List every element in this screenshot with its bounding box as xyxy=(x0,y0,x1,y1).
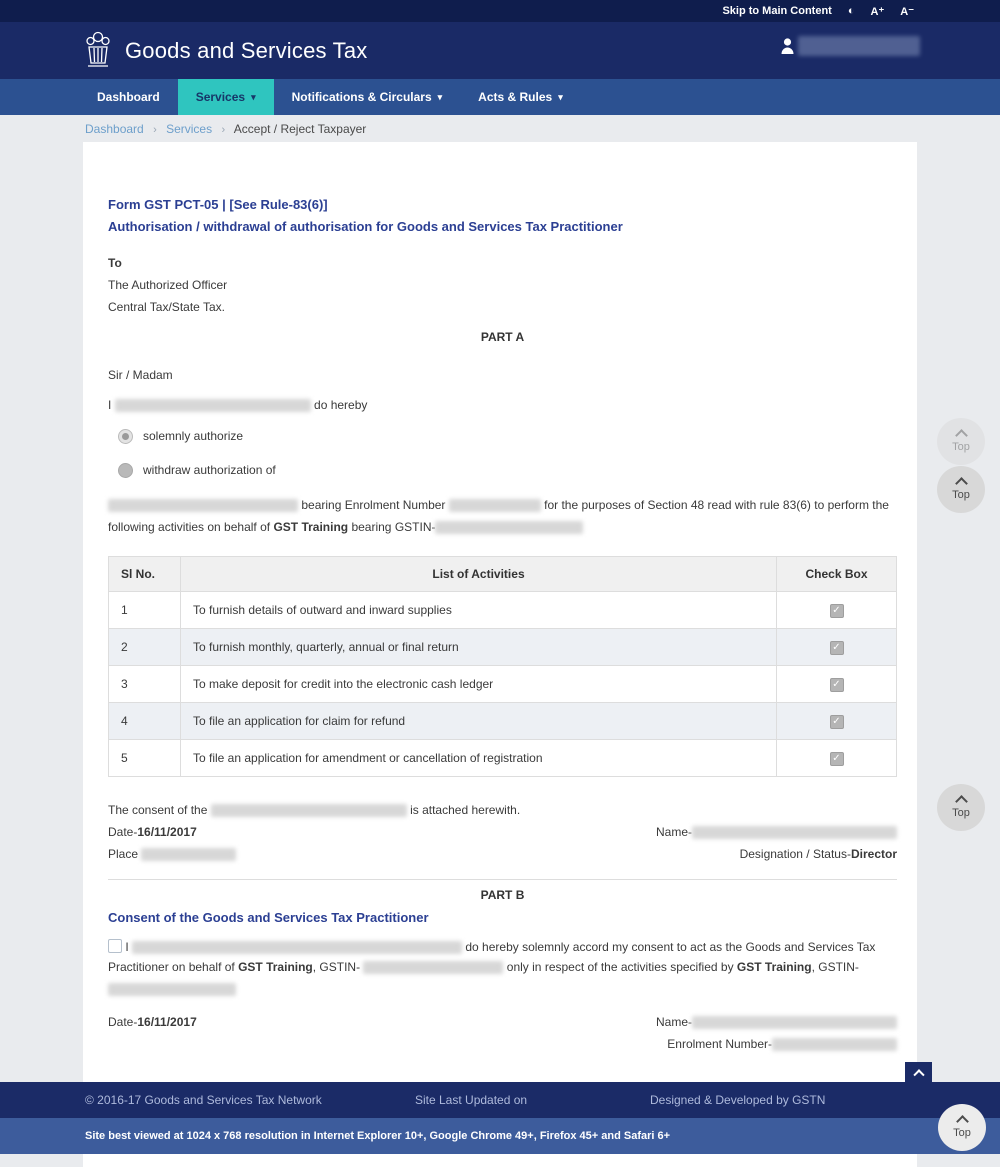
nav-notifications-circulars[interactable]: Notifications & Circulars ▾ xyxy=(291,90,443,104)
authorizer-name-redacted xyxy=(692,826,897,839)
nav-services[interactable]: Services ▾ xyxy=(178,79,274,115)
breadcrumb xyxy=(0,115,1000,142)
practitioner-consent-paragraph: I do hereby solemnly accord my consent to act as the Goods and Services Tax Practitioner on behalf of GST Training, GSTIN- only in respect of the activities specified by GST Training, GSTIN- xyxy=(108,937,897,997)
radio-solemnly-authorize[interactable]: solemnly authorize xyxy=(118,426,897,446)
scroll-top-button[interactable]: Top xyxy=(938,1104,986,1151)
date-value: 16/11/2017 xyxy=(137,825,197,839)
user-icon xyxy=(781,38,794,54)
table-row: 4 To file an application for claim for refund ✓ xyxy=(109,703,897,740)
addressee-officer: The Authorized Officer xyxy=(108,278,228,292)
scroll-top-button[interactable]: Top xyxy=(937,418,985,465)
font-increase-button[interactable]: A⁺ xyxy=(870,5,885,18)
chevron-up-icon xyxy=(913,1069,924,1080)
chevron-up-icon xyxy=(955,429,968,442)
chevron-down-icon: ▾ xyxy=(558,91,563,102)
enrolment-number-redacted xyxy=(772,1038,897,1051)
chevron-down-icon: ▾ xyxy=(437,91,443,102)
radio-unselected-icon[interactable] xyxy=(118,463,133,478)
breadcrumb-current: Accept / Reject Taxpayer xyxy=(233,122,367,136)
chevron-up-icon xyxy=(955,477,968,490)
col-check-box: Check Box xyxy=(777,557,897,592)
gstin-redacted xyxy=(363,961,503,974)
contrast-icon[interactable]: ◐ xyxy=(847,5,855,17)
checkbox-checked-icon[interactable]: ✓ xyxy=(830,678,844,692)
date-value: 16/11/2017 xyxy=(137,1015,197,1029)
place-designation-row xyxy=(108,843,897,865)
footer-viewport-note-bar xyxy=(0,1118,1000,1154)
breadcrumb-services[interactable]: Services xyxy=(166,122,213,136)
gstin-redacted xyxy=(108,983,236,996)
viewport-note: Site best viewed at 1024 x 768 resolution in Internet Explorer 10+, Google Chrome 49+, Firefox 45+ and Safari 6+ xyxy=(85,1130,671,1142)
accessibility-bar xyxy=(0,0,1000,22)
to-label: To xyxy=(108,256,122,270)
enrolment-number-redacted xyxy=(449,499,541,512)
authorization-paragraph: bearing Enrolment Number for the purposes of Section 48 read with rule 83(6) to perform the following activities on behalf of GST Training bearing GSTIN- xyxy=(108,498,889,534)
table-row: 2 To furnish monthly, quarterly, annual or final return ✓ xyxy=(109,629,897,666)
table-row: 3 To make deposit for credit into the electronic cash ledger ✓ xyxy=(109,666,897,703)
consent-entity-redacted xyxy=(211,804,407,817)
name-label: Name- xyxy=(655,825,692,839)
footer xyxy=(0,1082,1000,1118)
declaration-line: I do hereby xyxy=(108,398,368,412)
skip-to-main-link[interactable]: Skip to Main Content xyxy=(722,5,832,17)
name-label: Name- xyxy=(655,1015,692,1029)
main-nav xyxy=(0,79,1000,115)
addressee-tax: Central Tax/State Tax. xyxy=(108,300,225,314)
part-a-heading: PART A xyxy=(480,330,525,344)
checkbox-checked-icon[interactable]: ✓ xyxy=(830,604,844,618)
gstin-redacted xyxy=(435,521,583,534)
consent-checkbox[interactable] xyxy=(108,939,122,953)
section-divider xyxy=(108,879,897,880)
nav-acts-rules[interactable]: Acts & Rules ▾ xyxy=(478,90,563,104)
practitioner-name-redacted xyxy=(692,1016,897,1029)
col-sl-no: Sl No. xyxy=(109,557,181,592)
place-label: Place xyxy=(108,847,139,861)
font-decrease-button[interactable]: A⁻ xyxy=(900,5,914,18)
chevron-up-icon xyxy=(956,1115,969,1128)
designation-label: Designation / Status- xyxy=(739,847,851,861)
declarant-name-redacted xyxy=(115,399,311,412)
scroll-top-button[interactable]: Top xyxy=(937,784,985,831)
col-activities: List of Activities xyxy=(181,557,777,592)
breadcrumb-separator: › xyxy=(153,124,157,136)
table-row: 5 To file an application for amendment or cancellation of registration ✓ xyxy=(109,740,897,777)
breadcrumb-separator: › xyxy=(221,124,226,136)
radio-selected-icon[interactable] xyxy=(118,429,133,444)
salutation: Sir / Madam xyxy=(108,368,173,382)
place-redacted xyxy=(141,848,236,861)
username-redacted xyxy=(798,36,920,56)
form-card xyxy=(83,142,917,1167)
practitioner-name-redacted xyxy=(132,941,462,954)
collapse-footer-button[interactable] xyxy=(905,1062,932,1082)
chevron-up-icon xyxy=(955,795,968,808)
designation-value: Director xyxy=(850,847,897,861)
partb-date-name-row xyxy=(108,1011,897,1033)
date-label: Date- xyxy=(108,825,138,839)
consent-attached-line: The consent of the is attached herewith. xyxy=(108,803,521,817)
app-header xyxy=(0,22,1000,79)
radio-withdraw-authorization[interactable]: withdraw authorization of xyxy=(118,460,897,480)
part-b-title: Consent of the Goods and Services Tax Practitioner xyxy=(108,910,429,925)
checkbox-checked-icon[interactable]: ✓ xyxy=(830,715,844,729)
part-b-heading: PART B xyxy=(480,888,525,902)
footer-last-updated: Site Last Updated on xyxy=(415,1093,528,1107)
scroll-top-button[interactable]: Top xyxy=(937,466,985,513)
checkbox-checked-icon[interactable]: ✓ xyxy=(830,752,844,766)
page-title: Goods and Services Tax xyxy=(125,37,368,63)
partb-enrolment-row xyxy=(108,1033,897,1055)
activities-table xyxy=(108,556,897,777)
form-subtitle: Authorisation / withdrawal of authorisation for Goods and Services Tax Practitioner xyxy=(108,219,623,234)
table-row: 1 To furnish details of outward and inward supplies ✓ xyxy=(109,592,897,629)
footer-designed-by: Designed & Developed by GSTN xyxy=(650,1093,826,1107)
table-header-row xyxy=(109,557,897,592)
form-number-title: Form GST PCT-05 | [See Rule-83(6)] xyxy=(108,197,328,212)
date-name-row xyxy=(108,821,897,843)
footer-copyright: © 2016-17 Goods and Services Tax Network xyxy=(85,1093,322,1107)
enrolment-number-label: Enrolment Number- xyxy=(667,1037,772,1051)
india-emblem-logo xyxy=(83,30,113,72)
nav-dashboard[interactable]: Dashboard xyxy=(97,90,160,104)
date-label: Date- xyxy=(108,1015,138,1029)
checkbox-checked-icon[interactable]: ✓ xyxy=(830,641,844,655)
user-menu[interactable] xyxy=(781,36,920,56)
practitioner-name-redacted xyxy=(108,499,298,512)
chevron-down-icon: ▾ xyxy=(251,91,256,102)
breadcrumb-dashboard[interactable]: Dashboard xyxy=(85,122,144,136)
